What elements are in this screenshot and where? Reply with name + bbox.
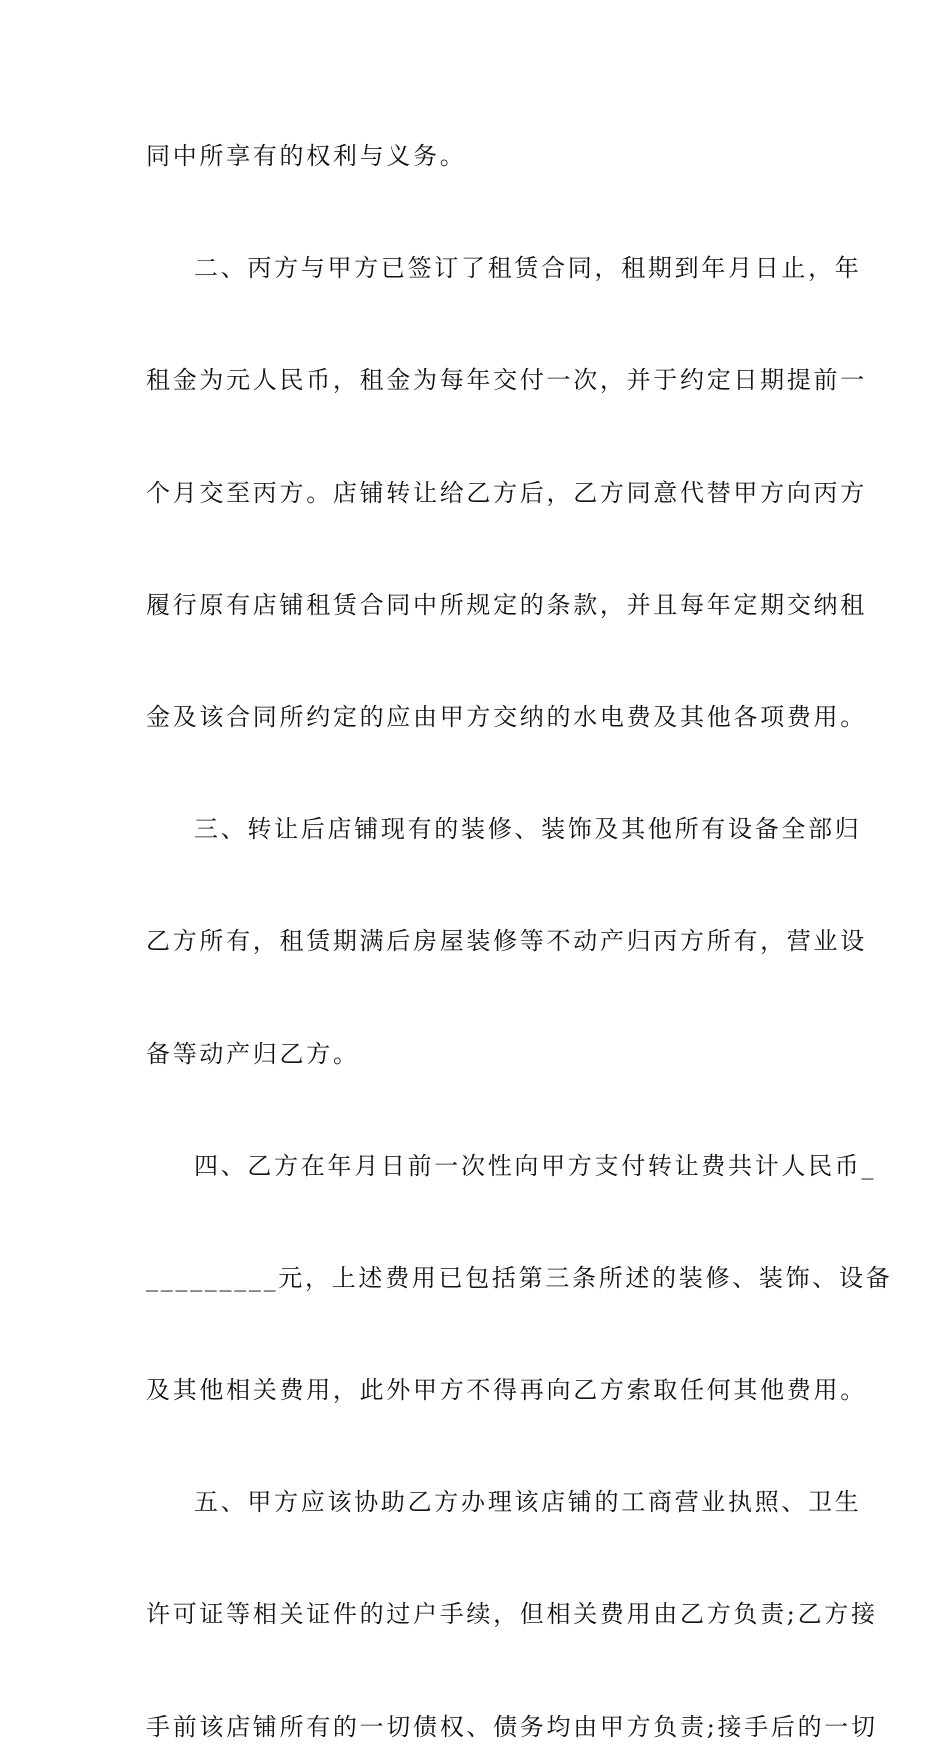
blank-line: [146, 633, 816, 689]
text-line: 手前该店铺所有的一切债权、债务均由甲方负责;接手后的一切: [146, 1712, 878, 1741]
blank-line: [146, 408, 816, 464]
blank-line: [146, 184, 816, 240]
text-line: 同中所享有的权利与义务。: [146, 142, 467, 170]
text-line: 备等动产归乙方。: [146, 1039, 360, 1068]
text-line: 五、甲方应该协助乙方办理该店铺的工商营业执照、卫生: [194, 1488, 862, 1517]
text-line: _________元，上述费用已包括第三条所述的装修、装饰、设备: [146, 1263, 893, 1292]
blank-line: [146, 745, 816, 801]
text-line: 四、乙方在年月日前一次性向甲方支付转让费共计人民币_: [194, 1151, 877, 1180]
blank-line: [146, 969, 816, 1025]
blank-line: [146, 1643, 816, 1699]
blank-line: [146, 521, 816, 577]
text-line: 个月交至丙方。店铺转让给乙方后，乙方同意代替甲方向丙方: [146, 478, 867, 507]
text-line: 履行原有店铺租赁合同中所规定的条款，并且每年定期交纳租: [146, 590, 867, 619]
text-line: 许可证等相关证件的过户手续，但相关费用由乙方负责;乙方接: [146, 1600, 878, 1629]
blank-line: [146, 1194, 816, 1250]
blank-line: [146, 1530, 816, 1586]
document-body: [146, 128, 893, 1755]
blank-line: [146, 1418, 816, 1474]
text-line: 乙方所有，租赁期满后房屋装修等不动产归丙方所有，营业设: [146, 927, 867, 956]
blank-line: [146, 857, 816, 913]
blank-line: [146, 1082, 816, 1138]
blank-line: [146, 296, 816, 352]
text-line: 二、丙方与甲方已签订了租赁合同，租期到年月日止，年: [194, 254, 862, 283]
text-line: 及其他相关费用，此外甲方不得再向乙方索取任何其他费用。: [146, 1376, 867, 1405]
text-line: 三、转让后店铺现有的装修、装饰及其他所有设备全部归: [194, 815, 862, 844]
text-line: 金及该合同所约定的应由甲方交纳的水电费及其他各项费用。: [146, 702, 867, 731]
text-line: 租金为元人民币，租金为每年交付一次，并于约定日期提前一: [146, 366, 867, 395]
blank-line: [146, 1306, 816, 1362]
